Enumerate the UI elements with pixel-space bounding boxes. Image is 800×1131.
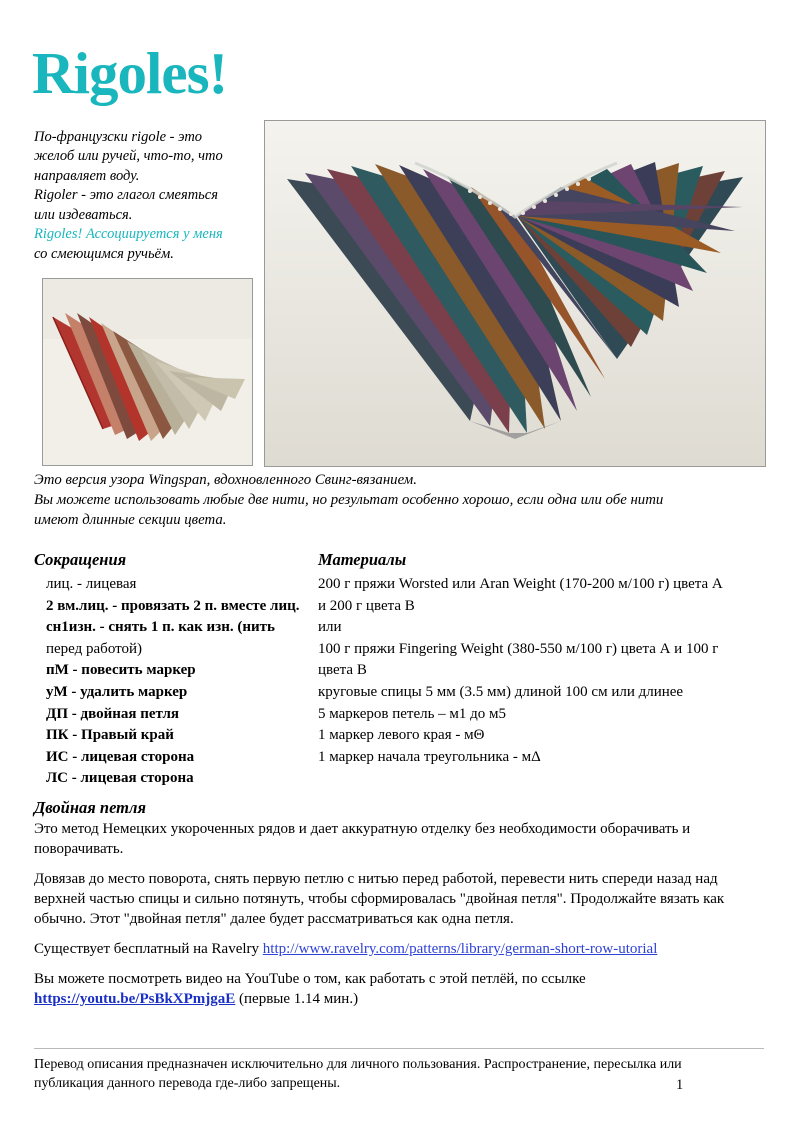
materials-heading: Материалы bbox=[318, 550, 407, 569]
abbreviation-item: ИС - лицевая сторона bbox=[46, 748, 195, 765]
abbreviation-item: перед работой) bbox=[46, 640, 142, 657]
materials-item: 5 маркеров петель – м1 до м5 bbox=[318, 705, 507, 722]
materials-list bbox=[318, 574, 770, 768]
abbreviation-item: ПК - Правый край bbox=[46, 727, 174, 744]
abbreviation-item: 2 вм.лиц. - провязать 2 п. вместе лиц. bbox=[46, 597, 300, 614]
materials-item: цвета В bbox=[318, 662, 367, 679]
materials-item: 200 г пряжи Worsted или Aran Weight (170-200 м/100 г) цвета А bbox=[318, 576, 723, 592]
youtube-suffix: (первые 1.14 мин.) bbox=[235, 990, 359, 1007]
intro-text bbox=[34, 128, 252, 264]
abbreviation-item: ЛС - лицевая сторона bbox=[46, 770, 194, 787]
ravelry-paragraph bbox=[34, 940, 764, 960]
materials-item: и 200 г цвета В bbox=[318, 597, 415, 614]
materials-item: 1 маркер левого края - мΘ bbox=[318, 727, 485, 744]
footer-line-1: Перевод описания предназначен исключительно для личного пользования. Распространение, пересылка или bbox=[34, 1057, 682, 1072]
footer-divider bbox=[34, 1048, 764, 1049]
materials-section bbox=[318, 550, 770, 768]
caption-line-2: Вы можете использовать любые две нити, но результат особенно хорошо, если одна или обе нити bbox=[34, 492, 664, 509]
abbreviation-item: уМ - удалить маркер bbox=[46, 683, 188, 700]
materials-item: 100 г пряжи Fingering Weight (380-550 м/100 г) цвета А и 100 г bbox=[318, 640, 719, 657]
photo-caption bbox=[34, 470, 764, 530]
youtube-prefix: Вы можете посмотреть видео на YouTube о том, как работать с этой петлёй, по ссылке bbox=[34, 970, 586, 987]
abbreviations-list bbox=[34, 574, 314, 790]
double-loop-paragraph-2: Довязав до место поворота, снять первую петлю с нитью перед работой, перевести нить спереди назад над верхней частью спицы и сильно потянуть, чтобы сформировалась "двойная петля". Продолжайте вязать как обычно. Этот "двойная петля" далее будет рассматриваться как одна петля. bbox=[34, 870, 725, 927]
abbreviations-heading: Сокращения bbox=[34, 550, 127, 569]
caption-line-3: имеют длинные секции цвета. bbox=[34, 512, 227, 529]
footer-line-2: публикация данного перевода где-либо запрещены. bbox=[34, 1075, 341, 1091]
shawl-photo-secondary bbox=[42, 278, 253, 466]
intro-line-4: Rigoler - это глагол смеяться bbox=[34, 187, 218, 204]
page-title: Rigoles! bbox=[32, 40, 228, 106]
abbreviation-item: сн1изн. - снять 1 п. как изн. (нить bbox=[46, 619, 275, 636]
abbreviation-item: лиц. - лицевая bbox=[46, 576, 137, 592]
abbreviation-item: пМ - повесить маркер bbox=[46, 662, 196, 679]
shawl-photo-secondary-graphic bbox=[43, 279, 252, 465]
intro-teal-line: Rigoles! Ассоциируется у меня bbox=[34, 226, 223, 243]
shawl-photo-main bbox=[264, 120, 766, 467]
intro-line-3: направляет воду. bbox=[34, 167, 140, 184]
shawl-photo-main-graphic bbox=[265, 121, 765, 466]
ravelry-tutorial-link[interactable]: http://www.ravelry.com/patterns/library/german-short-row-utorial bbox=[262, 940, 658, 957]
double-loop-body bbox=[34, 820, 764, 1020]
abbreviation-item: ДП - двойная петля bbox=[46, 705, 180, 722]
ravelry-prefix: Существует бесплатный на Ravelry bbox=[34, 940, 263, 957]
materials-item: 1 маркер начала треугольника - мΔ bbox=[318, 748, 541, 765]
intro-line-1: По-французски rigole - это bbox=[34, 129, 203, 145]
materials-item: или bbox=[318, 619, 342, 636]
page-number: 1 bbox=[676, 1077, 684, 1093]
double-loop-heading: Двойная петля bbox=[34, 798, 146, 817]
materials-item: круговые спицы 5 мм (3.5 мм) длиной 100 см или длинее bbox=[318, 683, 684, 700]
double-loop-paragraph-1: Это метод Немецких укороченных рядов и дает аккуратную отделку без необходимости оборачивать и поворачивать. bbox=[34, 821, 691, 857]
intro-last-line: со смеющимся ручьём. bbox=[34, 245, 174, 262]
abbreviations-section bbox=[34, 550, 314, 790]
footer-note bbox=[34, 1056, 734, 1094]
youtube-video-link[interactable]: https://youtu.be/PsBkXPmjgaE bbox=[34, 990, 236, 1007]
youtube-paragraph bbox=[34, 970, 764, 1010]
intro-line-5: или издеваться. bbox=[34, 206, 133, 223]
caption-line-1: Это версия узора Wingspan, вдохновленного Свинг-вязанием. bbox=[34, 472, 417, 488]
intro-line-2: желоб или ручей, что-то, что bbox=[34, 148, 223, 165]
